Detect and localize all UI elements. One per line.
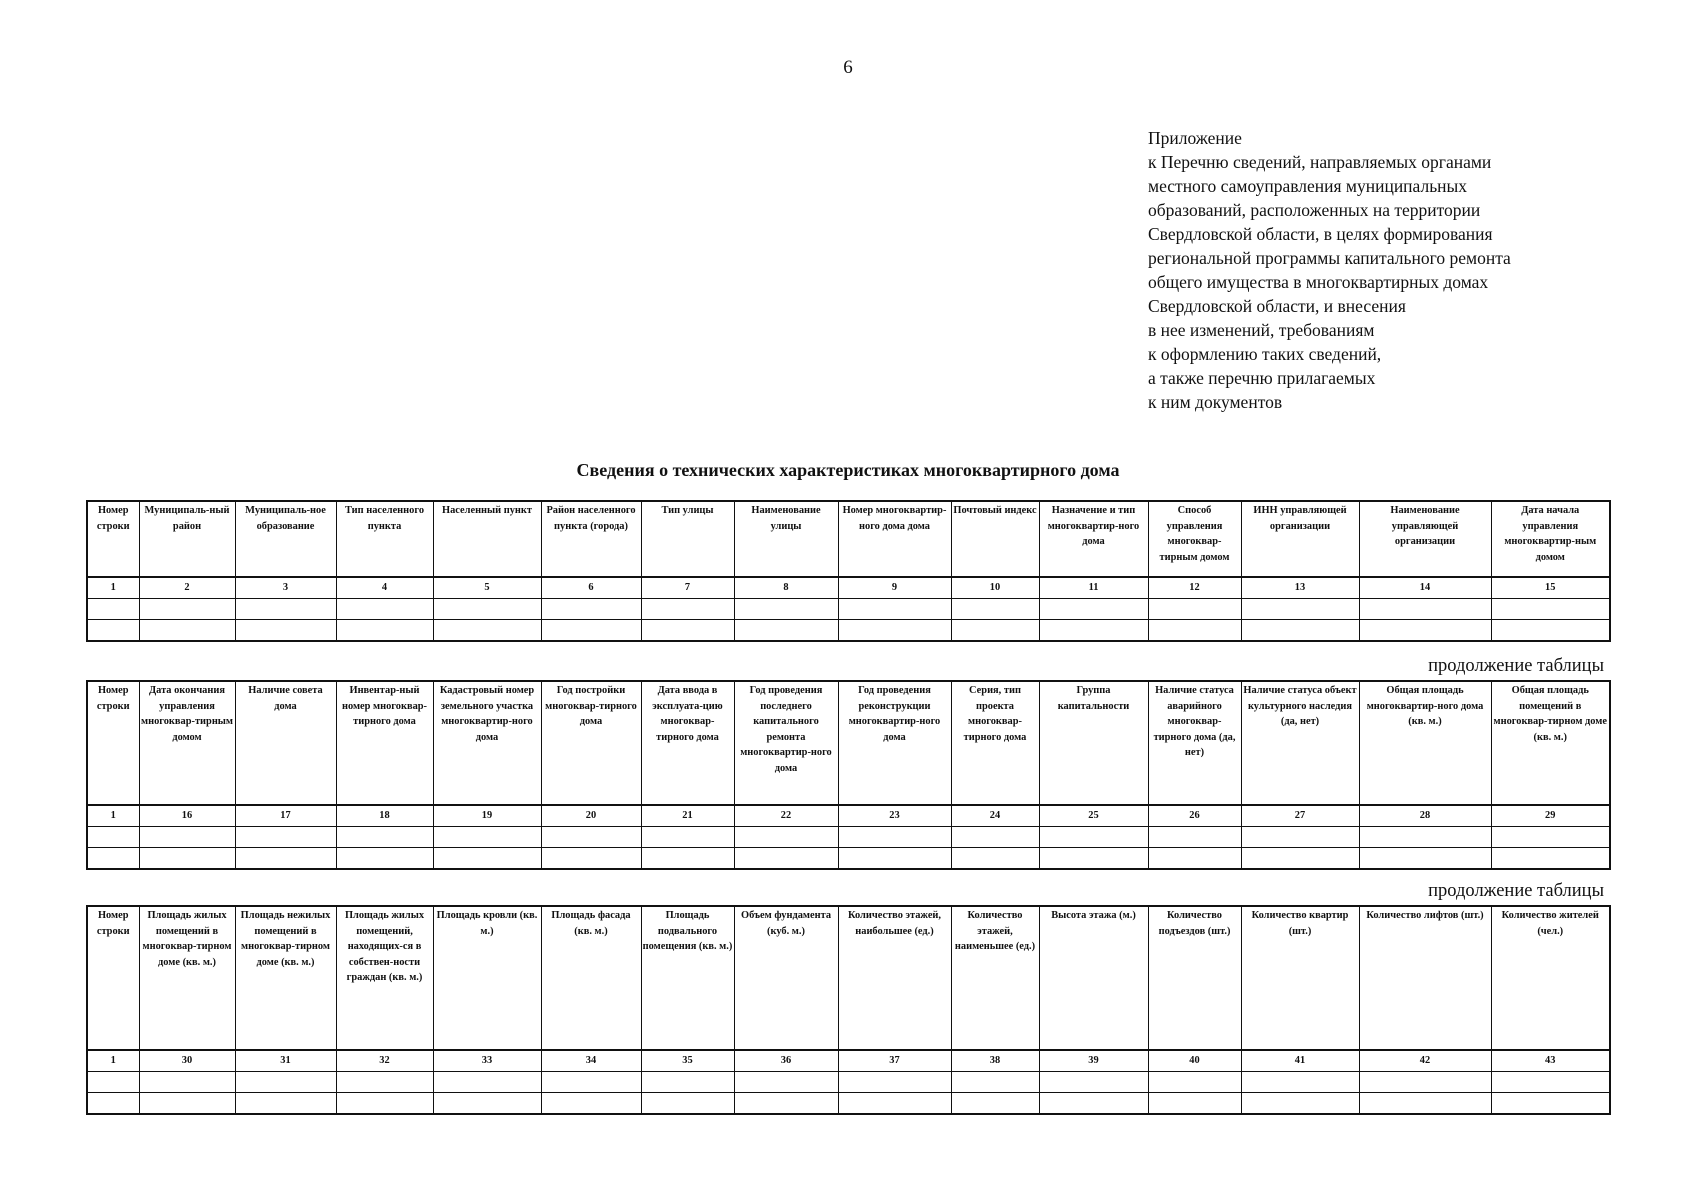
empty-cell[interactable] bbox=[1039, 599, 1148, 620]
empty-cell[interactable] bbox=[433, 848, 541, 870]
column-header: Год проведения реконструкции многоквартир-ного дома bbox=[838, 681, 951, 805]
column-number: 24 bbox=[951, 805, 1039, 827]
empty-cell[interactable] bbox=[1241, 599, 1359, 620]
empty-cell[interactable] bbox=[139, 827, 235, 848]
empty-cell[interactable] bbox=[838, 848, 951, 870]
header-row bbox=[87, 681, 1610, 805]
empty-cell[interactable] bbox=[838, 1093, 951, 1115]
column-number: 30 bbox=[139, 1050, 235, 1072]
appendix-block bbox=[1148, 126, 1628, 414]
empty-cell[interactable] bbox=[1491, 599, 1610, 620]
column-number: 19 bbox=[433, 805, 541, 827]
column-number: 10 bbox=[951, 577, 1039, 599]
empty-cell[interactable] bbox=[87, 827, 139, 848]
column-number: 37 bbox=[838, 1050, 951, 1072]
table-row bbox=[87, 1072, 1610, 1093]
column-number: 28 bbox=[1359, 805, 1491, 827]
column-number: 41 bbox=[1241, 1050, 1359, 1072]
column-header: Количество жителей (чел.) bbox=[1491, 906, 1610, 1050]
appendix-line: Свердловской области, и внесения bbox=[1148, 296, 1406, 316]
empty-cell[interactable] bbox=[87, 1093, 139, 1115]
empty-cell[interactable] bbox=[1241, 1072, 1359, 1093]
column-number: 15 bbox=[1491, 577, 1610, 599]
empty-cell[interactable] bbox=[433, 1093, 541, 1115]
characteristics-table-part-2 bbox=[86, 680, 1611, 870]
empty-cell[interactable] bbox=[235, 620, 336, 642]
empty-cell[interactable] bbox=[1359, 827, 1491, 848]
column-number: 22 bbox=[734, 805, 838, 827]
column-number-row bbox=[87, 805, 1610, 827]
table-row bbox=[87, 620, 1610, 642]
column-header: Общая площадь многоквартир-ного дома (кв. м.) bbox=[1359, 681, 1491, 805]
empty-cell[interactable] bbox=[433, 620, 541, 642]
continuation-label: продолжение таблицы bbox=[1428, 656, 1604, 676]
empty-cell[interactable] bbox=[734, 827, 838, 848]
empty-cell[interactable] bbox=[139, 599, 235, 620]
column-header: Номер строки bbox=[87, 501, 139, 577]
table-row bbox=[87, 827, 1610, 848]
column-header: Высота этажа (м.) bbox=[1039, 906, 1148, 1050]
header-row bbox=[87, 906, 1610, 1050]
column-header: Назначение и тип многоквартир-ного дома bbox=[1039, 501, 1148, 577]
empty-cell[interactable] bbox=[87, 1072, 139, 1093]
column-header: Общая площадь помещений в многоквар-тирном доме (кв. м.) bbox=[1491, 681, 1610, 805]
characteristics-table-part-1 bbox=[86, 500, 1611, 642]
empty-cell[interactable] bbox=[1491, 848, 1610, 870]
column-header: Дата начала управления многоквартир-ным домом bbox=[1491, 501, 1610, 577]
empty-cell[interactable] bbox=[1039, 848, 1148, 870]
empty-cell[interactable] bbox=[838, 620, 951, 642]
column-number: 1 bbox=[87, 805, 139, 827]
empty-cell[interactable] bbox=[1148, 827, 1241, 848]
empty-cell[interactable] bbox=[433, 599, 541, 620]
column-number: 1 bbox=[87, 577, 139, 599]
column-header: Инвентар-ный номер многоквар-тирного дома bbox=[336, 681, 433, 805]
column-header: Площадь жилых помещений, находящих-ся в собствен-ности граждан (кв. м.) bbox=[336, 906, 433, 1050]
column-header: Наименование управляющей организации bbox=[1359, 501, 1491, 577]
column-number: 33 bbox=[433, 1050, 541, 1072]
column-header: Населенный пункт bbox=[433, 501, 541, 577]
column-number: 9 bbox=[838, 577, 951, 599]
empty-cell[interactable] bbox=[1491, 1093, 1610, 1115]
empty-cell[interactable] bbox=[734, 599, 838, 620]
empty-cell[interactable] bbox=[336, 1072, 433, 1093]
column-header: Способ управления многоквар-тирным домом bbox=[1148, 501, 1241, 577]
empty-cell[interactable] bbox=[1039, 1072, 1148, 1093]
empty-cell[interactable] bbox=[235, 599, 336, 620]
empty-cell[interactable] bbox=[951, 1093, 1039, 1115]
column-number: 23 bbox=[838, 805, 951, 827]
empty-cell[interactable] bbox=[1241, 848, 1359, 870]
column-header: Серия, тип проекта многоквар-тирного дома bbox=[951, 681, 1039, 805]
empty-cell[interactable] bbox=[1148, 848, 1241, 870]
empty-cell[interactable] bbox=[951, 599, 1039, 620]
column-number: 16 bbox=[139, 805, 235, 827]
empty-cell[interactable] bbox=[641, 599, 734, 620]
appendix-line: общего имущества в многоквартирных домах bbox=[1148, 272, 1489, 292]
column-number: 31 bbox=[235, 1050, 336, 1072]
empty-cell[interactable] bbox=[235, 1093, 336, 1115]
column-number: 17 bbox=[235, 805, 336, 827]
empty-cell[interactable] bbox=[1491, 620, 1610, 642]
appendix-line: к ним документов bbox=[1148, 392, 1283, 412]
empty-cell[interactable] bbox=[1148, 1072, 1241, 1093]
empty-cell[interactable] bbox=[1241, 1093, 1359, 1115]
column-header: Муниципаль-ный район bbox=[139, 501, 235, 577]
column-number-row bbox=[87, 1050, 1610, 1072]
column-header: Номер многоквартир-ного дома дома bbox=[838, 501, 951, 577]
empty-cell[interactable] bbox=[433, 827, 541, 848]
column-number: 4 bbox=[336, 577, 433, 599]
column-number: 36 bbox=[734, 1050, 838, 1072]
empty-cell[interactable] bbox=[336, 1093, 433, 1115]
empty-cell[interactable] bbox=[1241, 827, 1359, 848]
empty-cell[interactable] bbox=[641, 848, 734, 870]
column-number: 18 bbox=[336, 805, 433, 827]
empty-cell[interactable] bbox=[139, 620, 235, 642]
column-number: 6 bbox=[541, 577, 641, 599]
empty-cell[interactable] bbox=[1148, 620, 1241, 642]
column-header: Дата ввода в эксплуата-цию многоквар-тирного дома bbox=[641, 681, 734, 805]
empty-cell[interactable] bbox=[87, 848, 139, 870]
column-header: Группа капитальности bbox=[1039, 681, 1148, 805]
column-header: Номер строки bbox=[87, 906, 139, 1050]
column-number: 14 bbox=[1359, 577, 1491, 599]
column-number: 26 bbox=[1148, 805, 1241, 827]
empty-cell[interactable] bbox=[951, 1072, 1039, 1093]
empty-cell[interactable] bbox=[1491, 827, 1610, 848]
column-header: Год постройки многоквар-тирного дома bbox=[541, 681, 641, 805]
column-header: ИНН управляющей организации bbox=[1241, 501, 1359, 577]
empty-cell[interactable] bbox=[1359, 1093, 1491, 1115]
column-header: Наличие статуса объект культурного наследия (да, нет) bbox=[1241, 681, 1359, 805]
appendix-line: в нее изменений, требованиям bbox=[1148, 320, 1375, 340]
appendix-line: местного самоуправления муниципальных bbox=[1148, 176, 1468, 196]
empty-cell[interactable] bbox=[541, 848, 641, 870]
empty-cell[interactable] bbox=[641, 1093, 734, 1115]
appendix-line: а также перечню прилагаемых bbox=[1148, 368, 1376, 388]
column-header: Почтовый индекс bbox=[951, 501, 1039, 577]
column-header: Тип улицы bbox=[641, 501, 734, 577]
appendix-line: Приложение bbox=[1148, 128, 1242, 148]
empty-cell[interactable] bbox=[139, 848, 235, 870]
column-number: 29 bbox=[1491, 805, 1610, 827]
empty-cell[interactable] bbox=[951, 620, 1039, 642]
column-number: 32 bbox=[336, 1050, 433, 1072]
empty-cell[interactable] bbox=[87, 599, 139, 620]
appendix-line: региональной программы капитального ремонта bbox=[1148, 248, 1511, 268]
empty-cell[interactable] bbox=[139, 1072, 235, 1093]
column-header: Площадь кровли (кв. м.) bbox=[433, 906, 541, 1050]
appendix-line: образований, расположенных на территории bbox=[1148, 200, 1481, 220]
column-header: Количество квартир (шт.) bbox=[1241, 906, 1359, 1050]
column-header: Количество подъездов (шт.) bbox=[1148, 906, 1241, 1050]
appendix-line: к оформлению таких сведений, bbox=[1148, 344, 1382, 364]
column-number: 21 bbox=[641, 805, 734, 827]
empty-cell[interactable] bbox=[541, 620, 641, 642]
column-header: Год проведения последнего капитального ремонта многоквартир-ного дома bbox=[734, 681, 838, 805]
empty-cell[interactable] bbox=[734, 1072, 838, 1093]
empty-cell[interactable] bbox=[541, 1072, 641, 1093]
empty-cell[interactable] bbox=[1491, 1072, 1610, 1093]
empty-cell[interactable] bbox=[433, 1072, 541, 1093]
header-row bbox=[87, 501, 1610, 577]
column-header: Тип населенного пункта bbox=[336, 501, 433, 577]
column-header: Дата окончания управления многоквар-тирным домом bbox=[139, 681, 235, 805]
empty-cell[interactable] bbox=[1039, 1093, 1148, 1115]
empty-cell[interactable] bbox=[838, 827, 951, 848]
column-header: Муниципаль-ное образование bbox=[235, 501, 336, 577]
column-number: 38 bbox=[951, 1050, 1039, 1072]
empty-cell[interactable] bbox=[541, 827, 641, 848]
empty-cell[interactable] bbox=[1359, 1072, 1491, 1093]
appendix-line: Свердловской области, в целях формирования bbox=[1148, 224, 1493, 244]
empty-cell[interactable] bbox=[734, 1093, 838, 1115]
column-number: 20 bbox=[541, 805, 641, 827]
empty-cell[interactable] bbox=[1359, 848, 1491, 870]
column-header: Количество лифтов (шт.) bbox=[1359, 906, 1491, 1050]
continuation-label: продолжение таблицы bbox=[1428, 881, 1604, 901]
column-number: 39 bbox=[1039, 1050, 1148, 1072]
empty-cell[interactable] bbox=[734, 620, 838, 642]
column-number-row bbox=[87, 577, 1610, 599]
column-number: 43 bbox=[1491, 1050, 1610, 1072]
empty-cell[interactable] bbox=[336, 620, 433, 642]
column-header: Номер строки bbox=[87, 681, 139, 805]
document-title: Сведения о технических характеристиках многоквартирного дома bbox=[576, 460, 1120, 480]
column-header: Наименование улицы bbox=[734, 501, 838, 577]
empty-cell[interactable] bbox=[541, 1093, 641, 1115]
characteristics-table-part-3 bbox=[86, 905, 1611, 1115]
empty-cell[interactable] bbox=[641, 1072, 734, 1093]
column-header: Наличие статуса аварийного многоквар-тирного дома (да, нет) bbox=[1148, 681, 1241, 805]
empty-cell[interactable] bbox=[838, 1072, 951, 1093]
page-number: 6 bbox=[843, 57, 853, 78]
empty-cell[interactable] bbox=[1148, 1093, 1241, 1115]
empty-cell[interactable] bbox=[235, 848, 336, 870]
empty-cell[interactable] bbox=[838, 599, 951, 620]
empty-cell[interactable] bbox=[541, 599, 641, 620]
column-number: 12 bbox=[1148, 577, 1241, 599]
empty-cell[interactable] bbox=[1359, 620, 1491, 642]
empty-cell[interactable] bbox=[139, 1093, 235, 1115]
column-header: Площадь нежилых помещений в многоквар-тирном доме (кв. м.) bbox=[235, 906, 336, 1050]
column-number: 8 bbox=[734, 577, 838, 599]
column-number: 1 bbox=[87, 1050, 139, 1072]
empty-cell[interactable] bbox=[87, 620, 139, 642]
empty-cell[interactable] bbox=[734, 848, 838, 870]
empty-cell[interactable] bbox=[1039, 827, 1148, 848]
empty-cell[interactable] bbox=[1359, 599, 1491, 620]
column-header: Площадь фасада (кв. м.) bbox=[541, 906, 641, 1050]
column-number: 13 bbox=[1241, 577, 1359, 599]
empty-cell[interactable] bbox=[641, 827, 734, 848]
column-header: Район населенного пункта (города) bbox=[541, 501, 641, 577]
column-header: Площадь жилых помещений в многоквар-тирном доме (кв. м.) bbox=[139, 906, 235, 1050]
table-row bbox=[87, 599, 1610, 620]
empty-cell[interactable] bbox=[1148, 599, 1241, 620]
empty-cell[interactable] bbox=[641, 620, 734, 642]
column-header: Количество этажей, наименьшее (ед.) bbox=[951, 906, 1039, 1050]
empty-cell[interactable] bbox=[336, 827, 433, 848]
table-row bbox=[87, 848, 1610, 870]
column-header: Площадь подвального помещения (кв. м.) bbox=[641, 906, 734, 1050]
column-number: 11 bbox=[1039, 577, 1148, 599]
empty-cell[interactable] bbox=[336, 599, 433, 620]
column-number: 5 bbox=[433, 577, 541, 599]
column-header: Объем фундамента (куб. м.) bbox=[734, 906, 838, 1050]
column-number: 27 bbox=[1241, 805, 1359, 827]
column-number: 40 bbox=[1148, 1050, 1241, 1072]
appendix-line: к Перечню сведений, направляемых органами bbox=[1148, 152, 1492, 172]
column-header: Наличие совета дома bbox=[235, 681, 336, 805]
column-number: 3 bbox=[235, 577, 336, 599]
column-number: 25 bbox=[1039, 805, 1148, 827]
empty-cell[interactable] bbox=[336, 848, 433, 870]
column-number: 2 bbox=[139, 577, 235, 599]
column-header: Количество этажей, наибольшее (ед.) bbox=[838, 906, 951, 1050]
empty-cell[interactable] bbox=[1241, 620, 1359, 642]
empty-cell[interactable] bbox=[235, 1072, 336, 1093]
empty-cell[interactable] bbox=[951, 848, 1039, 870]
column-number: 35 bbox=[641, 1050, 734, 1072]
table-row bbox=[87, 1093, 1610, 1115]
column-number: 7 bbox=[641, 577, 734, 599]
empty-cell[interactable] bbox=[235, 827, 336, 848]
column-header: Кадастровый номер земельного участка многоквартир-ного дома bbox=[433, 681, 541, 805]
column-number: 42 bbox=[1359, 1050, 1491, 1072]
empty-cell[interactable] bbox=[951, 827, 1039, 848]
column-number: 34 bbox=[541, 1050, 641, 1072]
empty-cell[interactable] bbox=[1039, 620, 1148, 642]
